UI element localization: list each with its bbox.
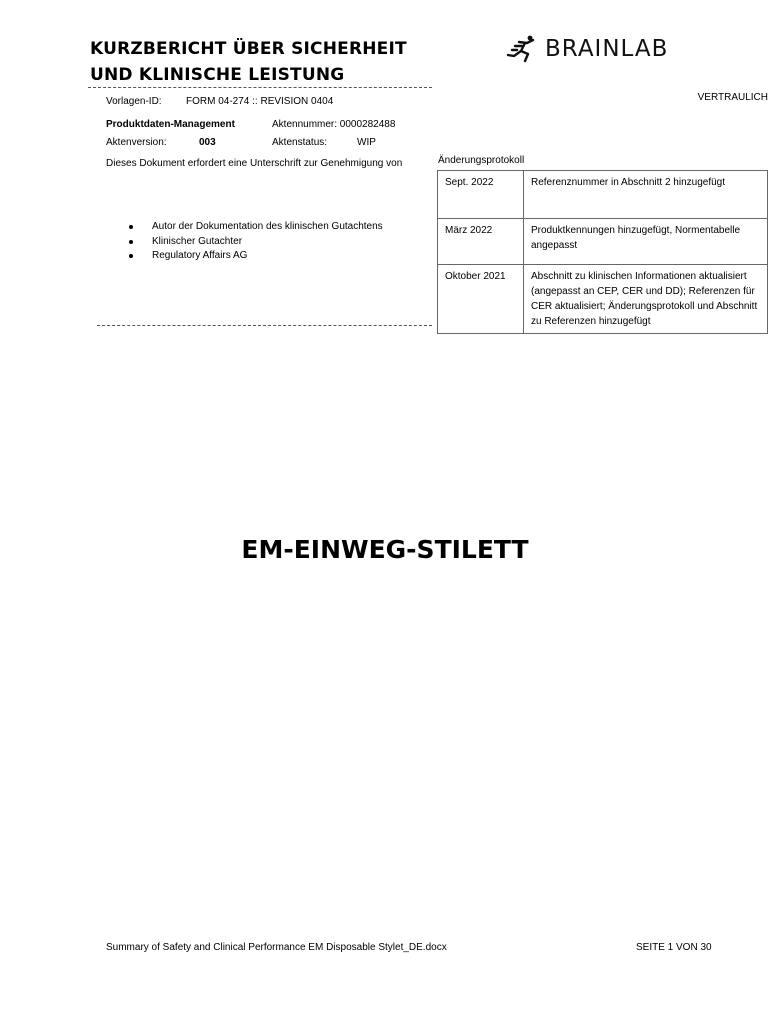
changelog-text: Referenznummer in Abschnitt 2 hinzugefügt [524,171,768,219]
brand-name: BRAINLAB [545,36,669,62]
changelog-heading: Änderungsprotokoll [438,155,525,166]
version-value: 003 [199,137,216,148]
department-label: Produktdaten-Management [106,119,235,130]
changelog-text: Produktkennungen hinzugefügt, Normentabelle angepasst [524,219,768,265]
table-row [438,265,768,334]
changelog-date: Oktober 2021 [438,265,524,334]
list-item: Klinischer Gutachter [120,235,383,250]
changelog-date: März 2022 [438,219,524,265]
metadata-divider [97,325,432,326]
document-title: EM-EINWEG-STILETT [241,535,529,564]
report-title-line-1: KURZBERICHT ÜBER SICHERHEIT [90,39,407,59]
file-number: Aktennummer: 0000282488 [272,119,396,130]
list-item: Regulatory Affairs AG [120,249,383,264]
runner-logo-icon [505,34,541,64]
template-id-label: Vorlagen-ID: [106,96,162,107]
report-title [90,36,470,88]
list-item: Autor der Dokumentation des klinischen Gutachtens [120,220,383,235]
brainlab-logo [505,34,715,64]
changelog-text: Abschnitt zu klinischen Informationen aktualisiert (angepasst an CEP, CER und DD); Referenzen für CER aktualisiert; Änderungsprotokoll und Abschnitt zu Referenzen hinzugefügt [524,265,768,334]
table-row [438,171,768,219]
footer-filename: Summary of Safety and Clinical Performance EM Disposable Stylet_DE.docx [106,942,447,953]
status-label: Aktenstatus: [272,137,328,148]
template-id-value: FORM 04-274 :: REVISION 0404 [186,96,334,107]
report-title-line-2: UND KLINISCHE LEISTUNG [90,65,345,85]
confidential-label: VERTRAULICH [697,92,768,103]
changelog-table [437,170,768,334]
table-row [438,219,768,265]
signatory-list [120,220,383,264]
status-value: WIP [357,137,376,148]
changelog-date: Sept. 2022 [438,171,524,219]
version-label: Aktenversion: [106,137,167,148]
header-divider [88,87,432,88]
footer-page-number: SEITE 1 VON 30 [636,942,712,953]
signature-note: Dieses Dokument erfordert eine Unterschrift zur Genehmigung von [106,158,403,169]
